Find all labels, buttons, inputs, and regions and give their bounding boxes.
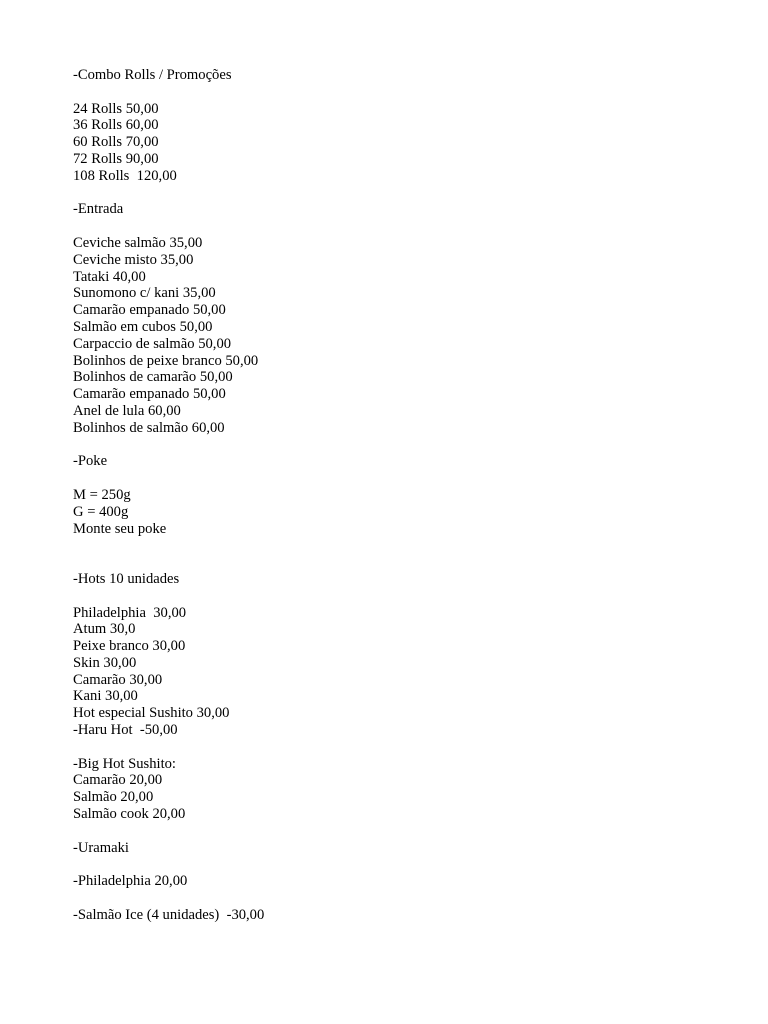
menu-line: 24 Rolls 50,00 <box>73 100 159 117</box>
menu-line: Camarão empanado 50,00 <box>73 302 226 319</box>
blank-line <box>73 890 713 907</box>
menu-line: 108 Rolls 120,00 <box>73 167 177 184</box>
menu-line: Anel de lula 60,00 <box>73 402 181 419</box>
section-heading-poke: -Poke <box>73 453 108 470</box>
menu-line: 36 Rolls 60,00 <box>73 117 159 134</box>
blank-line <box>73 470 713 487</box>
blank-line <box>73 185 713 202</box>
menu-line: -Philadelphia 20,00 <box>73 873 188 890</box>
menu-line: Ceviche misto 35,00 <box>73 251 194 268</box>
menu-line: Sunomono c/ kani 35,00 <box>73 285 216 302</box>
blank-line <box>73 739 713 756</box>
menu-line: Salmão 20,00 <box>73 789 154 806</box>
blank-line <box>73 537 713 554</box>
blank-line <box>73 437 713 454</box>
menu-line: Peixe branco 30,00 <box>73 638 186 655</box>
menu-line: Salmão em cubos 50,00 <box>73 318 213 335</box>
menu-line: Salmão cook 20,00 <box>73 806 186 823</box>
blank-line <box>73 218 713 235</box>
menu-line: Carpaccio de salmão 50,00 <box>73 335 232 352</box>
menu-line: Skin 30,00 <box>73 654 137 671</box>
blank-line <box>73 856 713 873</box>
menu-line: Camarão empanado 50,00 <box>73 386 226 403</box>
menu-line: Camarão 20,00 <box>73 772 163 789</box>
blank-line <box>73 588 713 605</box>
menu-line: 60 Rolls 70,00 <box>73 134 159 151</box>
menu-line: -Haru Hot -50,00 <box>73 722 178 739</box>
menu-line: Hot especial Sushito 30,00 <box>73 705 230 722</box>
menu-line: Bolinhos de salmão 60,00 <box>73 419 225 436</box>
section-heading-hots: -Hots 10 unidades <box>73 570 180 587</box>
menu-line: Monte seu poke <box>73 520 167 537</box>
menu-text-body <box>73 67 713 924</box>
menu-line: Camarão 30,00 <box>73 671 163 688</box>
menu-line: -Salmão Ice (4 unidades) -30,00 <box>73 906 265 923</box>
section-heading-uramaki: -Uramaki <box>73 839 129 856</box>
section-heading-combo-rolls: -Combo Rolls / Promoções <box>73 67 232 83</box>
menu-line: Ceviche salmão 35,00 <box>73 234 203 251</box>
menu-line: M = 250g <box>73 486 131 503</box>
blank-line <box>73 823 713 840</box>
menu-line: Tataki 40,00 <box>73 268 146 285</box>
menu-line: Philadelphia 30,00 <box>73 604 187 621</box>
section-heading-entrada: -Entrada <box>73 201 124 218</box>
menu-line: Atum 30,0 <box>73 621 136 638</box>
menu-line: Kani 30,00 <box>73 688 138 705</box>
section-heading-big-hot: -Big Hot Sushito: <box>73 755 176 772</box>
menu-line: 72 Rolls 90,00 <box>73 150 159 167</box>
blank-line <box>73 554 713 571</box>
blank-line <box>73 84 713 101</box>
menu-line: Bolinhos de camarão 50,00 <box>73 369 233 386</box>
menu-line: Bolinhos de peixe branco 50,00 <box>73 352 259 369</box>
menu-line: G = 400g <box>73 503 129 520</box>
